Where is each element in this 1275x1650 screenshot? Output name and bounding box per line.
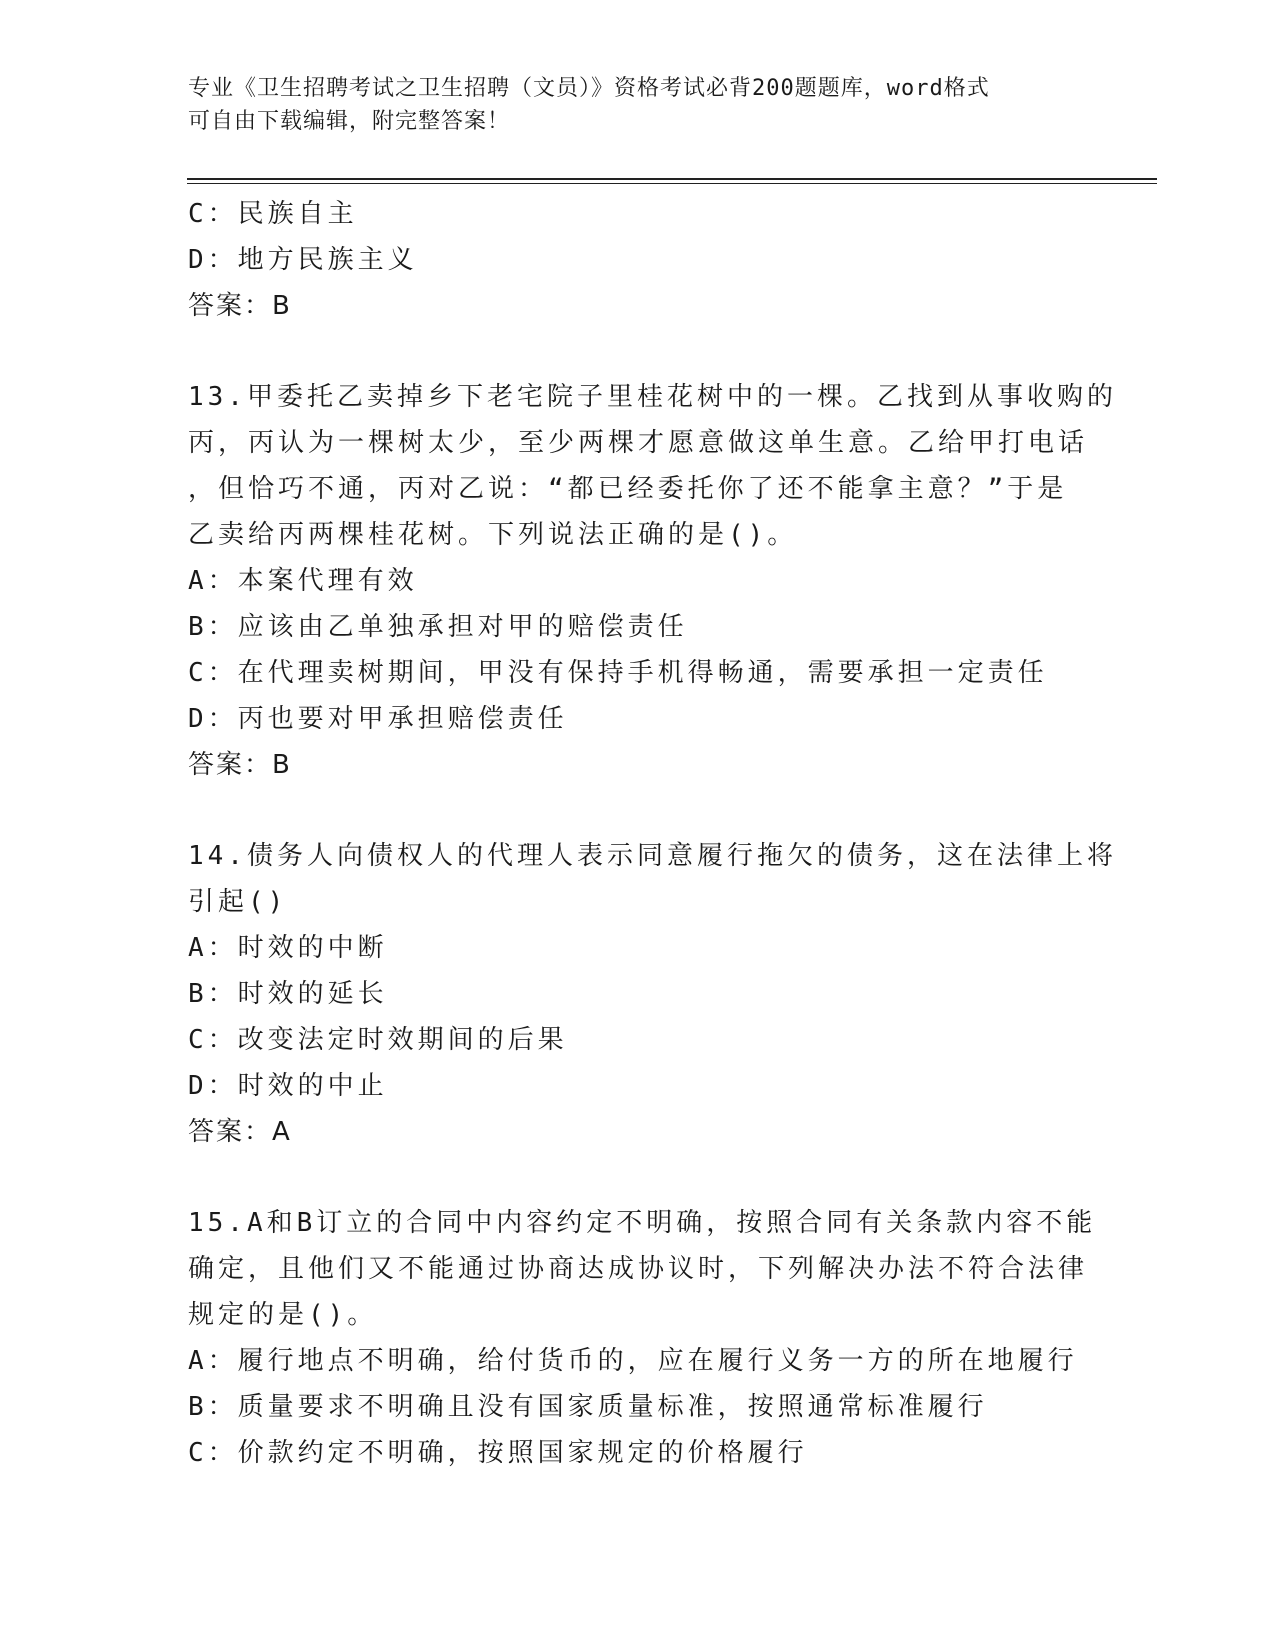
option-d: D：丙也要对甲承担赔偿责任 [188, 704, 568, 734]
question-stem-line: 14.债务人向债权人的代理人表示同意履行拖欠的债务，这在法律上将 [188, 841, 1117, 871]
answer-line: 答案：B [188, 291, 292, 321]
header-divider-thin [187, 183, 1157, 184]
question-content [188, 191, 1117, 1476]
spacer [188, 1155, 1088, 1200]
question-stem-line: 确定，且他们又不能通过协商达成协议时，下列解决办法不符合法律 [188, 1254, 1089, 1284]
question-fragment [188, 191, 1088, 329]
option-c: C：民族自主 [188, 199, 358, 229]
spacer [188, 329, 1088, 374]
header-line-1: 专业《卫生招聘考试之卫生招聘（文员）》资格考试必背200题题库，word格式 [188, 76, 990, 101]
option-b: B：应该由乙单独承担对甲的赔偿责任 [188, 612, 688, 642]
question-stem-line: 丙，丙认为一棵树太少，至少两棵才愿意做这单生意。乙给甲打电话 [188, 428, 1089, 458]
header-divider-thick [187, 178, 1157, 180]
question-stem-line: ，但恰巧不通，丙对乙说：“都已经委托你了还不能拿主意？”于是 [188, 474, 1068, 504]
option-a: A：时效的中断 [188, 933, 388, 963]
question-stem-line: 15.A和B订立的合同中内容约定不明确，按照合同有关条款内容不能 [188, 1208, 1097, 1238]
option-a: A：履行地点不明确，给付货币的，应在履行义务一方的所在地履行 [188, 1346, 1078, 1376]
question-stem-line: 规定的是()。 [188, 1300, 378, 1330]
question-13 [188, 374, 1117, 788]
spacer [188, 788, 1088, 833]
document-header [188, 72, 1088, 138]
option-d: D：地方民族主义 [188, 245, 418, 275]
question-stem-line: 引起() [188, 887, 288, 917]
option-c: C：在代理卖树期间，甲没有保持手机得畅通，需要承担一定责任 [188, 658, 1048, 688]
question-stem-line: 乙卖给丙两棵桂花树。下列说法正确的是()。 [188, 520, 798, 550]
option-d: D：时效的中止 [188, 1071, 388, 1101]
header-line-2: 可自由下载编辑，附完整答案！ [188, 109, 511, 134]
option-b: B：时效的延长 [188, 979, 388, 1009]
question-15 [188, 1200, 1097, 1476]
question-stem-line: 13.甲委托乙卖掉乡下老宅院子里桂花树中的一棵。乙找到从事收购的 [188, 382, 1117, 412]
question-14 [188, 833, 1117, 1155]
option-a: A：本案代理有效 [188, 566, 418, 596]
option-b: B：质量要求不明确且没有国家质量标准，按照通常标准履行 [188, 1392, 988, 1422]
answer-line: 答案：B [188, 750, 292, 780]
option-c: C：价款约定不明确，按照国家规定的价格履行 [188, 1438, 808, 1468]
answer-line: 答案：A [188, 1117, 292, 1147]
option-c: C：改变法定时效期间的后果 [188, 1025, 568, 1055]
